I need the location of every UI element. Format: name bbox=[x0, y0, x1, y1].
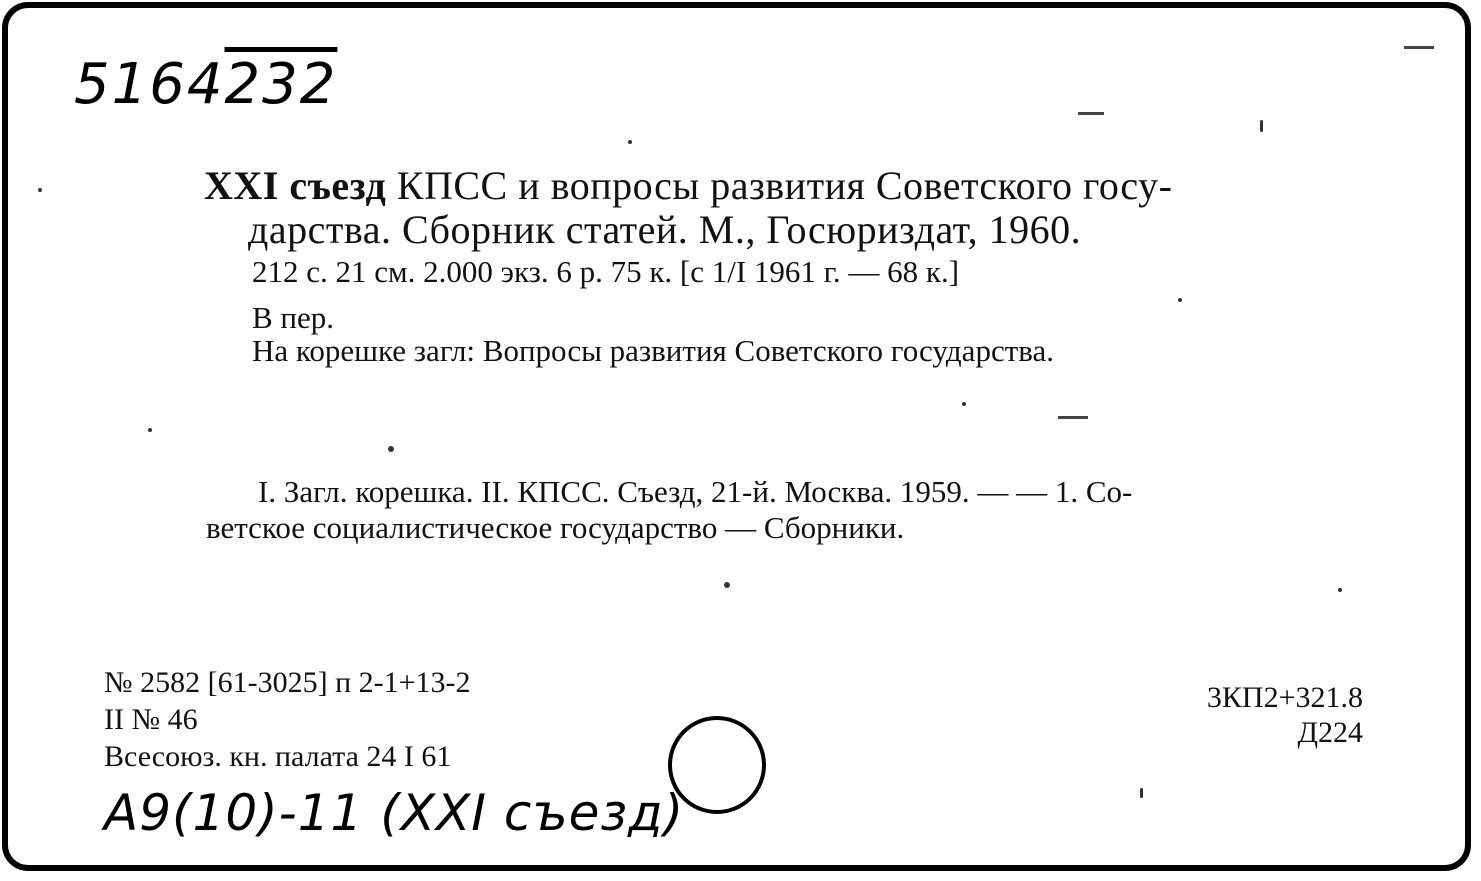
title-bold-part: XXI съезд bbox=[204, 163, 387, 208]
scan-speck bbox=[1058, 416, 1088, 419]
call-number-main: 5164 bbox=[74, 52, 225, 117]
scan-speck bbox=[1260, 120, 1263, 132]
scan-speck bbox=[1404, 46, 1434, 49]
tracings-line-2: ветское социалистическое государство — Сборники. bbox=[206, 510, 905, 545]
classification-code bbox=[1207, 680, 1363, 750]
handwritten-shelf-mark: A9(10)-11 (XXI съезд) bbox=[104, 784, 685, 842]
handwritten-call-number bbox=[74, 52, 337, 117]
imprint-line-1: № 2582 [61-3025] п 2-1+13-2 bbox=[104, 666, 471, 699]
title-line-1 bbox=[204, 162, 1172, 209]
imprint-line-3: Всесоюз. кн. палата 24 I 61 bbox=[104, 740, 452, 773]
scan-speck bbox=[1140, 788, 1143, 798]
classification-line-2: Д224 bbox=[1297, 716, 1363, 749]
scan-speck bbox=[1178, 298, 1182, 302]
call-number-overlined: 232 bbox=[224, 52, 338, 117]
scan-speck bbox=[388, 446, 394, 452]
scan-speck bbox=[962, 402, 966, 406]
scan-speck bbox=[628, 140, 632, 144]
catalog-card bbox=[2, 2, 1471, 871]
collation-line: 212 с. 21 см. 2.000 экз. 6 р. 75 к. [с 1/I 1961 г. — 68 к.] bbox=[252, 254, 960, 289]
scan-speck bbox=[1078, 112, 1104, 115]
printing-imprint bbox=[104, 664, 471, 775]
scan-speck bbox=[724, 582, 730, 588]
scan-speck bbox=[1268, 868, 1298, 871]
classification-line-1: 3КП2+321.8 bbox=[1206, 681, 1363, 714]
binding-note: В пер. bbox=[252, 300, 335, 335]
imprint-line-2: II № 46 bbox=[104, 703, 198, 736]
title-rest-part: КПСС и вопросы развития Советского госу- bbox=[386, 163, 1173, 208]
scan-speck bbox=[1338, 588, 1342, 592]
scan-speck bbox=[148, 428, 152, 432]
tracings-line-1: I. Загл. корешка. II. КПСС. Съезд, 21-й. Москва. 1959. — — 1. Со- bbox=[258, 474, 1133, 509]
scan-speck bbox=[38, 188, 42, 192]
title-line-2: дарства. Сборник статей. М., Госюриздат, 1960. bbox=[248, 207, 1082, 252]
spine-title-note: На корешке загл: Вопросы развития Советского государства. bbox=[252, 333, 1054, 368]
